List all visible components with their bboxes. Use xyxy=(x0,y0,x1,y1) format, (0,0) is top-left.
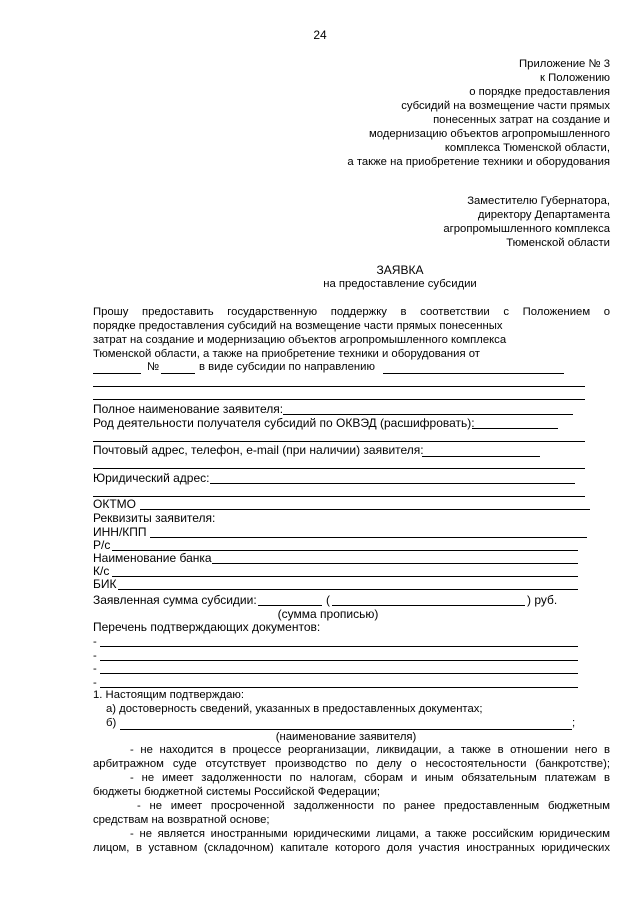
appendix-line: к Положению xyxy=(540,72,610,84)
intro-line: порядке предоставления субсидий на возмещение части прямых понесенных xyxy=(93,320,503,332)
bank-field[interactable] xyxy=(212,563,578,564)
condition-line: лицом, в уставном (складочном) капитале которого доля участия иностранных юридических xyxy=(93,842,610,854)
page-number: 24 xyxy=(313,28,327,42)
appendix-line: о порядке предоставления xyxy=(469,86,610,98)
appendix-line: комплекса Тюменской области, xyxy=(444,142,610,154)
addressee-line: Тюменской области xyxy=(506,237,610,249)
appendix-line: понесенных затрат на создание и xyxy=(433,114,610,126)
condition-line: - не находится в процессе реорганизации, ликвидации, а также в отношении него в xyxy=(130,744,610,756)
appendix-line: субсидий на возмещение части прямых xyxy=(401,100,610,112)
docs-bullet: - xyxy=(93,677,97,689)
intro-line: затрат на создание и модернизацию объектов агропромышленного комплекса xyxy=(93,334,507,346)
oktmo-label: ОКТМО xyxy=(93,497,136,511)
addressee-line: агропромышленного комплекса xyxy=(443,223,610,235)
condition-line: средствам на возвратной основе; xyxy=(93,814,270,826)
legal-address-label: Юридический адрес: xyxy=(93,471,210,485)
amount-label: Заявленная сумма субсидии: xyxy=(93,593,257,607)
docs-bullet: - xyxy=(93,663,97,675)
direction-blank[interactable] xyxy=(383,373,564,374)
rs-label: Р/с xyxy=(93,538,111,552)
docs-bullet: - xyxy=(93,650,97,662)
number-sign: № xyxy=(147,361,160,373)
docs-item-field[interactable] xyxy=(100,673,578,674)
inn-field[interactable] xyxy=(150,537,587,538)
postal-field[interactable] xyxy=(422,456,540,457)
docs-bullet: - xyxy=(93,636,97,648)
postal-field-2[interactable] xyxy=(93,468,585,469)
date-blank[interactable] xyxy=(93,373,141,374)
direction-label: в виде субсидии по направлению xyxy=(199,361,375,373)
confirm-heading: 1. Настоящим подтверждаю: xyxy=(93,689,245,701)
docs-item-field[interactable] xyxy=(100,660,578,661)
activity-field[interactable] xyxy=(472,428,558,429)
document-subtitle: на предоставление субсидии xyxy=(323,278,477,290)
oktmo-field[interactable] xyxy=(140,509,590,510)
requisites-label: Реквизиты заявителя: xyxy=(93,511,216,525)
applicant-name-field[interactable] xyxy=(120,729,572,730)
amount-open-paren: ( xyxy=(326,593,330,607)
activity-field-2[interactable] xyxy=(93,441,585,442)
number-blank[interactable] xyxy=(161,373,195,374)
confirm-item-a: а) достоверность сведений, указанных в предоставленных документах; xyxy=(106,703,483,715)
bik-label: БИК xyxy=(93,577,117,591)
intro-line: Тюменской области, а также на приобретение техники и оборудования от xyxy=(93,348,480,360)
inn-label: ИНН/КПП xyxy=(93,525,147,539)
legal-address-field[interactable] xyxy=(210,483,575,484)
appendix-line: а также на приобретение техники и оборудования xyxy=(347,156,610,168)
amount-number-field[interactable] xyxy=(258,605,322,606)
appendix-line: модернизацию объектов агропромышленного xyxy=(368,128,610,140)
condition-line: бюджеты бюджетной системы Российской Федерации; xyxy=(93,786,381,798)
condition-line: арбитражном суде отсутствует производство по делу о несостоятельности (банкротстве); xyxy=(93,758,610,770)
applicant-name-caption: (наименование заявителя) xyxy=(275,731,417,743)
legal-address-field-2[interactable] xyxy=(93,496,585,497)
bik-field[interactable] xyxy=(118,589,578,590)
direction-line-3[interactable] xyxy=(93,399,585,400)
confirm-item-b-end: ; xyxy=(572,717,576,729)
addressee-line: Заместителю Губернатора, xyxy=(467,195,610,207)
addressee-line: директору Департамента xyxy=(477,209,610,221)
condition-line: - не является иностранными юридическими лицами, а также российским юридическим xyxy=(130,828,610,840)
ks-label: К/с xyxy=(93,564,110,578)
document-title: ЗАЯВКА xyxy=(376,263,424,277)
docs-item-field[interactable] xyxy=(100,646,578,647)
full-name-field[interactable] xyxy=(283,414,573,415)
docs-label: Перечень подтверждающих документов: xyxy=(93,620,321,634)
postal-label: Почтовый адрес, телефон, e-mail (при наличии) заявителя: xyxy=(93,443,424,457)
docs-item-field[interactable] xyxy=(100,687,578,688)
appendix-line: Приложение № 3 xyxy=(519,58,610,70)
direction-line-2[interactable] xyxy=(93,386,585,387)
amount-words-field[interactable] xyxy=(332,605,525,606)
condition-line: - не имеет просроченной задолженности по ранее предоставленным бюджетным xyxy=(137,800,610,812)
condition-line: - не имеет задолженности по налогам, сборам и иным обязательным платежам в xyxy=(130,772,610,784)
intro-line: Прошу предоставить государственную поддержку в соответствии с Положением о xyxy=(93,306,610,318)
amount-words-caption: (сумма прописью) xyxy=(277,607,379,621)
ks-field[interactable] xyxy=(112,576,578,577)
activity-label: Род деятельности получателя субсидий по ОКВЭД (расшифровать): xyxy=(93,416,475,430)
full-name-label: Полное наименование заявителя: xyxy=(93,402,284,416)
confirm-item-b: б) xyxy=(106,717,117,729)
amount-currency: ) руб. xyxy=(527,593,558,607)
bank-label: Наименование банка xyxy=(93,551,212,565)
